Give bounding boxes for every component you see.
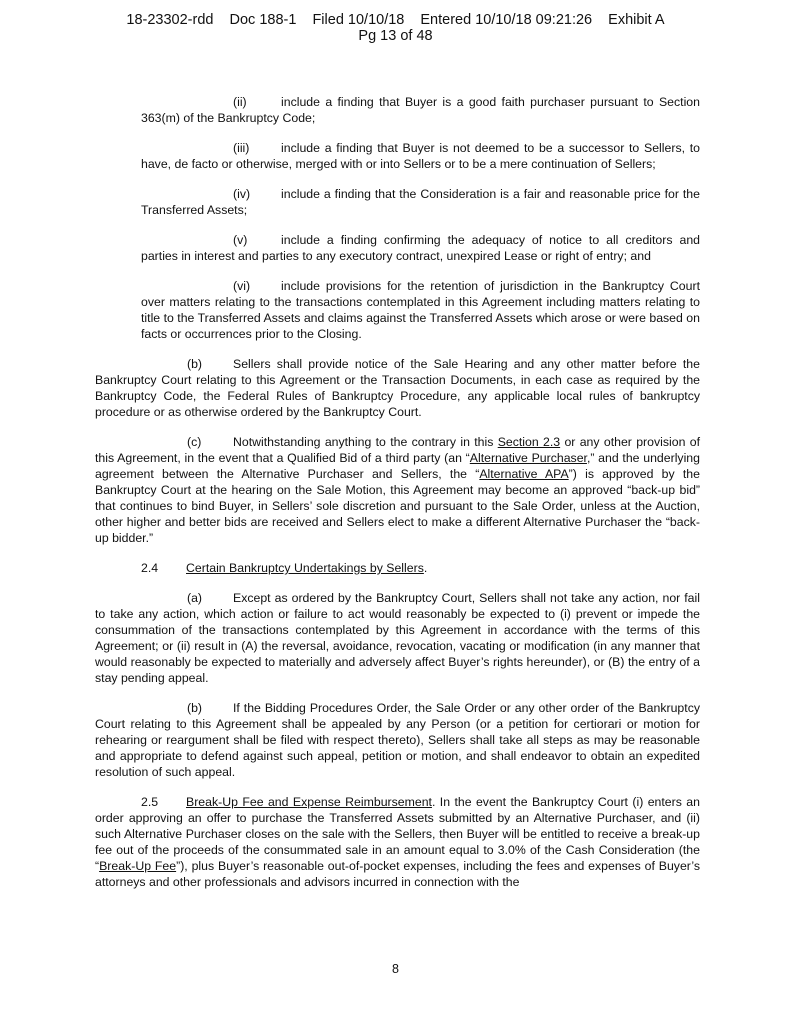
header-line	[0, 12, 791, 28]
document-body	[95, 94, 700, 904]
paragraph-label: (c)	[187, 435, 202, 449]
paragraph-text: If the Bidding Procedures Order, the Sale Order or any other order of the Bankruptcy Court relating to this Agreement shall be appealed by any Person (or a petition for certiorari or motion for rehearing or reargument shall be filed with respect thereto), Sellers shall take all steps as may be reasonable and appropriate to defend against such appeal, petition or motion, and shall endeavor to obtain an expedited resolution of such appeal.	[95, 701, 700, 779]
doc-number: Doc 188-1	[229, 12, 297, 28]
defined-term-alternative-purchaser: Alternative Purchaser	[469, 451, 587, 465]
section-2-3-reference: Section 2.3	[497, 435, 561, 449]
paragraph-2-3-c	[95, 434, 700, 546]
clause-v	[141, 232, 700, 264]
entered-date: Entered 10/10/18 09:21:26	[420, 12, 593, 28]
clause-iv	[141, 186, 700, 218]
paragraph-text: . In the event the Bankruptcy Court (i) enters an order approving an offer to purchase the Transferred Assets submitted by an Alternative Purchaser, and (ii) such Alternative Purchaser closes on the sale with the Sellers, then Buyer will be entitled to receive a break-up fee out of the proceeds of the consummated sale in an amount equal to 3.0% of the Cash Consideration (the “	[95, 795, 700, 873]
paragraph-text: Notwithstanding anything to the contrary in this	[233, 435, 498, 449]
section-2-4-heading	[141, 560, 700, 576]
clause-vi	[141, 278, 700, 342]
clause-label: (iii)	[233, 141, 250, 155]
clause-text: include a finding confirming the adequacy of notice to all creditors and parties in interest and parties to any executory contract, unexpired Lease or right of entry; and	[141, 233, 700, 263]
section-title-period: .	[423, 561, 428, 575]
page-of-total: Pg 13 of 48	[358, 28, 433, 44]
case-number: 18-23302-rdd	[126, 12, 214, 28]
clause-label: (iv)	[233, 187, 251, 201]
paragraph-label: (a)	[187, 591, 203, 605]
exhibit-label: Exhibit A	[608, 12, 665, 28]
clause-iii	[141, 140, 700, 172]
paragraph-label: (b)	[187, 701, 203, 715]
paragraph-text: Except as ordered by the Bankruptcy Court, Sellers shall not take any action, nor fail to take any action, which action or failure to act would reasonably be expected to (i) prevent or impede the consummation of the transactions contemplated by this Agreement in accordance with the terms of this Agreement; or (ii) result in (A) the reversal, avoidance, revocation, vacating or modification (in any manner that would reasonably be expected to materially and adversely affect Buyer’s rights hereunder), or (B) the entry of a stay pending appeal.	[95, 591, 700, 685]
paragraph-text: Sellers shall provide notice of the Sale Hearing and any other matter before the Bankruptcy Court relating to this Agreement or the Transaction Documents, in each case as required by the Bankruptcy Code, the Federal Rules of Bankruptcy Procedure, any applicable local rules of bankruptcy procedure or as otherwise ordered by the Bankruptcy Court.	[95, 357, 700, 419]
defined-term-alternative-apa: Alternative APA	[479, 467, 569, 481]
paragraph-label: (b)	[187, 357, 203, 371]
clause-label: (v)	[233, 233, 248, 247]
paragraph-2-4-a	[95, 590, 700, 686]
court-filing-header	[0, 12, 791, 44]
section-number: 2.5	[141, 795, 159, 809]
section-title: Certain Bankruptcy Undertakings by Sellers	[186, 561, 424, 575]
clause-label: (vi)	[233, 279, 251, 293]
paragraph-2-3-b	[95, 356, 700, 420]
filed-date: Filed 10/10/18	[312, 12, 405, 28]
clause-text: include a finding that the Consideration is a fair and reasonable price for the Transferred Assets;	[141, 187, 700, 217]
paragraph-2-4-b	[95, 700, 700, 780]
paragraph-text: or any other provision of this Agreement, in the event that a Qualified Bid of a third party (an “	[95, 435, 700, 465]
clause-text: include provisions for the retention of jurisdiction in the Bankruptcy Court over matters relating to the transactions contemplated in this Agreement including matters relating to title to the Transferred Assets and claims against the Transferred Assets which arose or were based on facts or occurrences prior to the Closing.	[141, 279, 700, 341]
section-title: Break-Up Fee and Expense Reimbursement	[186, 795, 432, 809]
paragraph-text: ,” and the underlying agreement between the Alternative Purchaser and Sellers, the “	[95, 451, 700, 481]
clause-text: include a finding that Buyer is a good faith purchaser pursuant to Section 363(m) of the Bankruptcy Code;	[141, 95, 700, 125]
clause-label: (ii)	[233, 95, 247, 109]
clause-text: include a finding that Buyer is not deemed to be a successor to Sellers, to have, de facto or otherwise, merged with or into Sellers or to be a mere continuation of Sellers;	[141, 141, 700, 171]
paragraph-text: ”), plus Buyer’s reasonable out-of-pocket expenses, including the fees and expenses of Buyer’s attorneys and other professionals and advisors incurred in connection with the	[95, 859, 701, 889]
page-number: 8	[392, 962, 399, 976]
clause-ii	[141, 94, 700, 126]
paragraph-text: ”) is approved by the Bankruptcy Court at the hearing on the Sale Motion, this Agreement may become an approved “back-up bid” that continues to bind Buyer, in Sellers’ sole discretion and pursuant to the Sale Order, unless at the Auction, other higher and better bids are received and Sellers elect to make a different Alternative Purchaser the “back-up bidder.”	[95, 467, 700, 545]
section-number: 2.4	[141, 561, 159, 575]
section-2-5	[95, 794, 700, 890]
defined-term-break-up-fee: Break-Up Fee	[99, 859, 177, 873]
